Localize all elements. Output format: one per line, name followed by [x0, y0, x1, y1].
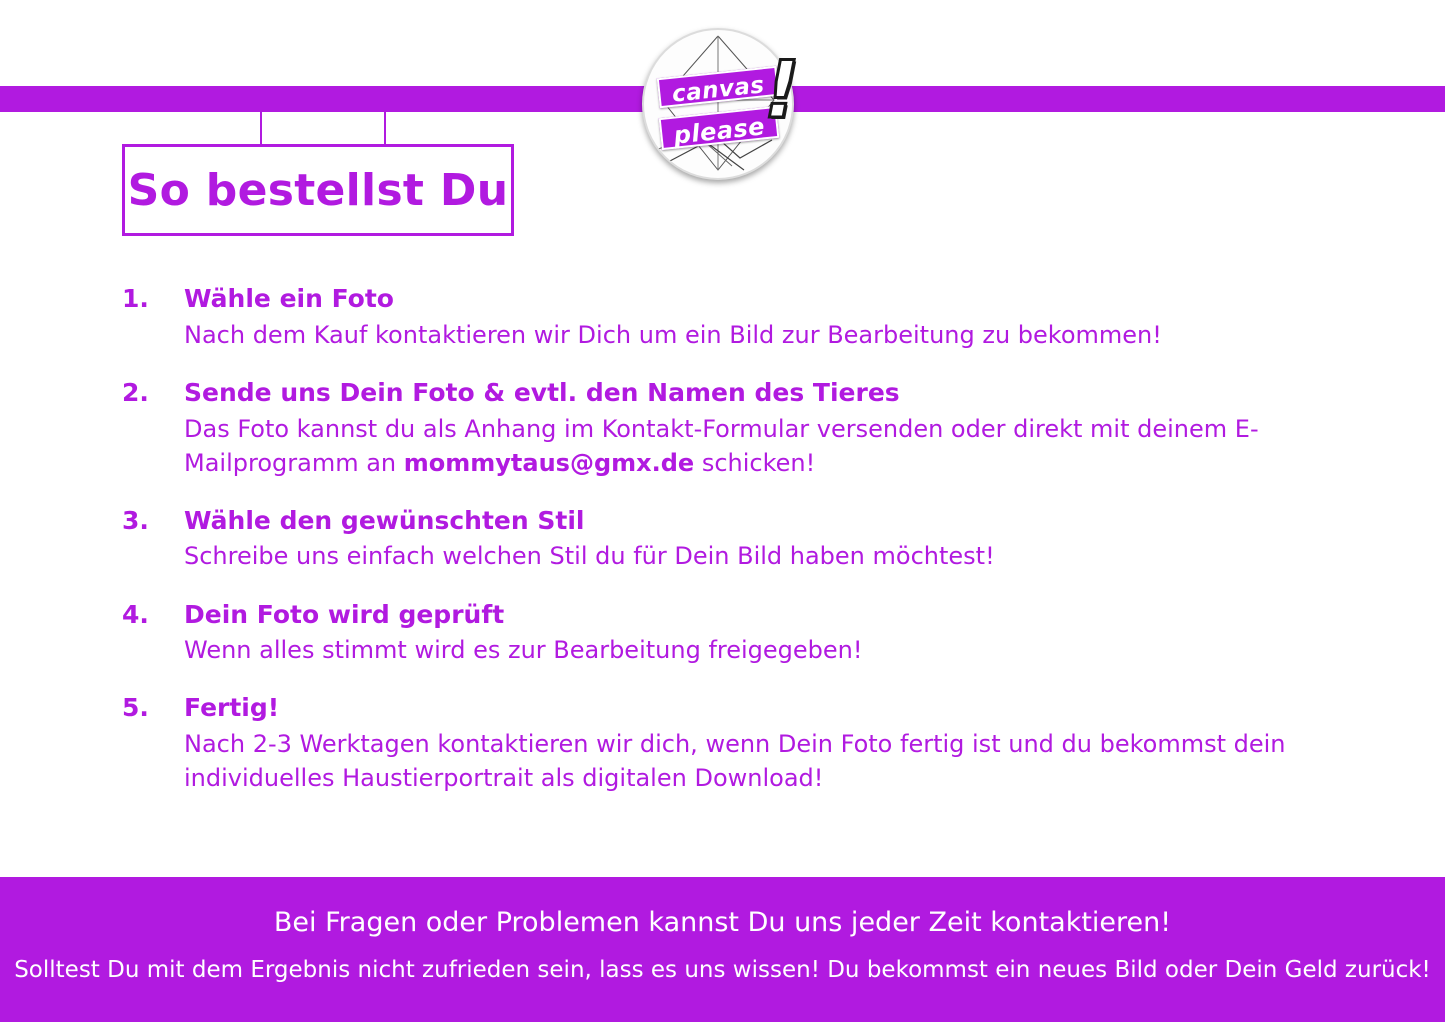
step-title: Wähle ein Foto: [184, 284, 394, 313]
footer-secondary-text: Solltest Du mit dem Ergebnis nicht zufrieden sein, lass es uns wissen! Du bekommst ein neues Bild oder Dein Geld zurück!: [14, 957, 1431, 984]
step-body: [184, 598, 1332, 668]
step-number: 1.: [122, 284, 149, 313]
step-description: Wenn alles stimmt wird es zur Bearbeitung freigegeben!: [184, 636, 863, 665]
footer-banner: [0, 877, 1445, 1022]
step-title: Wähle den gewünschten Stil: [184, 505, 585, 535]
step-title: Sende uns Dein Foto & evtl. den Namen des Tieres: [184, 377, 900, 407]
logo-exclamation-icon: !: [764, 46, 800, 136]
step-description: Nach 2-3 Werktagen kontaktieren wir dich, wenn Dein Foto fertig ist und du bekommst dein individuelles Haustierportrait als digitalen Download!: [184, 730, 1286, 793]
plaque-hanger-left: [260, 112, 262, 144]
step-number: 2.: [122, 377, 149, 407]
title-plaque: [122, 112, 520, 242]
step-title: Fertig!: [184, 693, 280, 723]
step-body: [184, 691, 1332, 795]
plaque-frame: [122, 144, 514, 236]
plaque-hanger-right: [384, 112, 386, 144]
step-number: 3.: [122, 505, 149, 535]
step-description: Schreibe uns einfach welchen Stil du für Dein Bild haben möchtest!: [184, 542, 995, 571]
footer-primary-text: Bei Fragen oder Problemen kannst Du uns jeder Zeit kontaktieren!: [273, 907, 1172, 938]
brand-logo: [634, 22, 800, 192]
step-description: [184, 412, 1332, 480]
logo-word-please: please: [659, 106, 780, 150]
steps-list: [122, 282, 1332, 819]
page-title: So bestellst Du: [127, 164, 509, 216]
contact-email: mommytaus@gmx.de: [403, 448, 695, 477]
list-item: [122, 504, 1332, 574]
step-title: Dein Foto wird geprüft: [184, 599, 505, 629]
step-description-text-after: schicken!: [694, 448, 816, 477]
list-item: [122, 376, 1332, 480]
step-body: [184, 504, 1332, 574]
step-number: 4.: [122, 599, 149, 629]
logo-word-canvas: canvas: [657, 66, 779, 108]
list-item: [122, 691, 1332, 795]
step-description: Nach dem Kauf kontaktieren wir Dich um ein Bild zur Bearbeitung zu bekommen!: [184, 320, 1162, 349]
step-body: [184, 376, 1332, 480]
step-description-text-before: Das Foto kannst du als Anhang im Kontakt-Formular versenden oder direkt mit deinem E-Mailprogramm an: [184, 414, 1259, 477]
step-number: 5.: [122, 693, 149, 723]
list-item: [122, 598, 1332, 668]
step-body: [184, 282, 1332, 352]
list-item: [122, 282, 1332, 352]
